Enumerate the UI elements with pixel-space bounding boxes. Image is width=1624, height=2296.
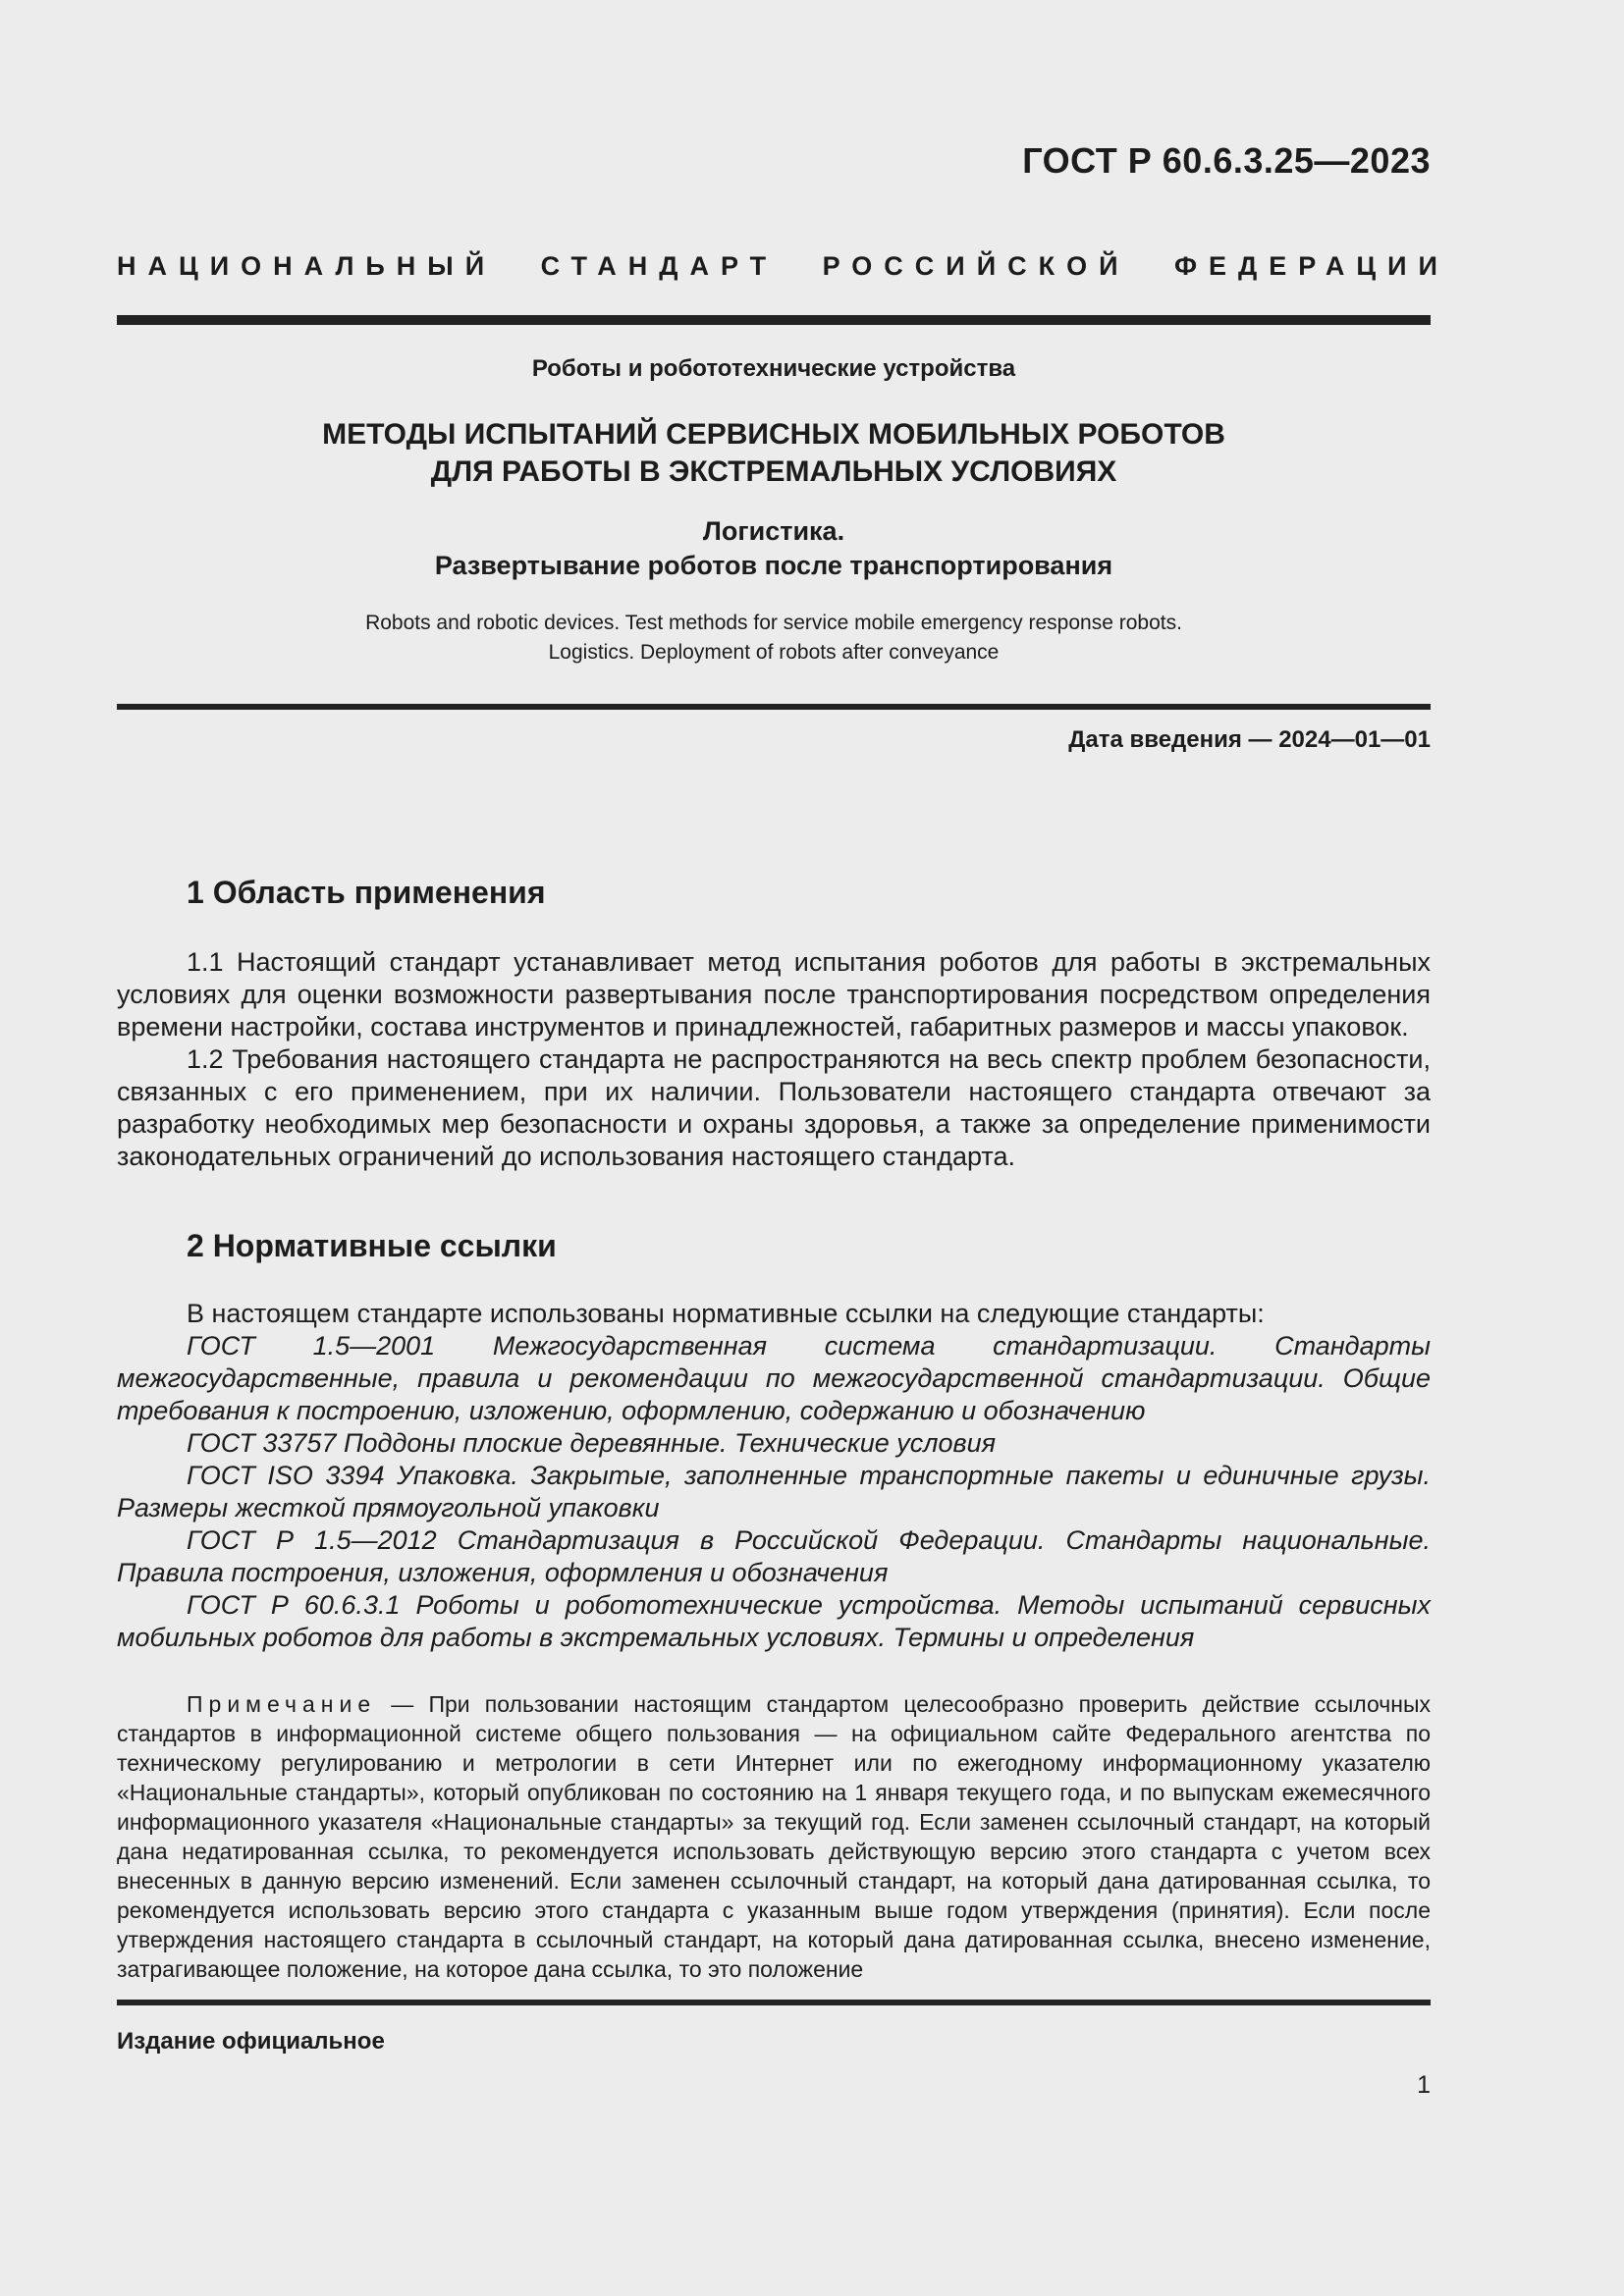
subtitle-line1: Логистика. (702, 516, 845, 546)
doc-number: ГОСТ Р 60.6.3.25—2023 (1022, 140, 1431, 181)
effective-date: Дата введения — 2024—01—01 (1068, 726, 1431, 753)
footer-rule (117, 2000, 1431, 2005)
reference-item-3: ГОСТ ISO 3394 Упаковка. Закрытые, заполненные транспортные пакеты и единичные грузы. Размеры жесткой прямоугольной упаковки (117, 1461, 1431, 1522)
note-label: Примечание (187, 1691, 377, 1717)
title-subject: Роботы и робототехнические устройства (531, 355, 1016, 382)
section-heading-scope: 1 Область применения (187, 875, 546, 910)
main-title (117, 416, 1431, 491)
section-heading-normative: 2 Нормативные ссылки (187, 1228, 557, 1263)
national-standard-banner: НАЦИОНАЛЬНЫЙ СТАНДАРТ РОССИЙСКОЙ ФЕДЕРАЦИИ (117, 251, 1449, 281)
note-text: — При пользовании настоящим стандартом целесообразно проверить действие ссылочных стандартов в информационной системе общего пользования — на официальном сайте Федерального агентства по техническому регулированию и метрологии в сети Интернет или по ежегодному информационному указателю «Национальные стандарты», который опубликован по состоянию на 1 января текущего года, и по выпускам ежемесячного информационного указателя «Национальные стандарты» за текущий год. Если заменен ссылочный стандарт, на который дана недатированная ссылка, то рекомендуется использовать действующую версию этого стандарта с учетом всех внесенных в данную версию изменений. Если заменен ссылочный стандарт, на который дана датированная ссылка, то рекомендуется использовать версию этого стандарта с указанным выше годом утверждения (принятия). Если после утверждения настоящего стандарта в ссылочный стандарт, на который дана датированная ссылка, внесено изменение, затрагивающее положение, на которое дана ссылка, то это положение (117, 1691, 1431, 1982)
document-body (117, 875, 1431, 1984)
subtitle-line2: Развертывание роботов после транспортирования (434, 551, 1113, 580)
reference-item-5: ГОСТ Р 60.6.3.1 Роботы и робототехнические устройства. Методы испытаний сервисных мобильных роботов для работы в экстремальных условиях. Термины и определения (117, 1590, 1431, 1652)
edition-note: Издание официальное (117, 2028, 385, 2055)
title-english (117, 609, 1431, 667)
main-title-line2: ДЛЯ РАБОТЫ В ЭКСТРЕМАЛЬНЫХ УСЛОВИЯХ (430, 455, 1117, 488)
title-rule-thin (117, 704, 1431, 710)
header-rule-thick (117, 315, 1431, 325)
scope-paragraph-1: 1.1 Настоящий стандарт устанавливает метод испытания роботов для работы в экстремальных условиях для оценки возможности развертывания после транспортирования посредством определения времени настройки, состава инструментов и принадлежностей, габаритных размеров и массы упаковок. (117, 947, 1431, 1041)
page-number: 1 (1417, 2071, 1431, 2099)
normative-note (117, 1689, 1431, 1984)
reference-item-4: ГОСТ Р 1.5—2012 Стандартизация в Российской Федерации. Стандарты национальные. Правила построения, изложения, оформления и обозначения (117, 1525, 1431, 1587)
title-english-line1: Robots and robotic devices. Test methods for service mobile emergency response robots. (365, 612, 1182, 634)
normative-intro: В настоящем стандарте использованы нормативные ссылки на следующие стандарты: (187, 1299, 1265, 1328)
scope-paragraph-2: 1.2 Требования настоящего стандарта не распространяются на весь спектр проблем безопасности, связанных с его применением, при их наличии. Пользователи настоящего стандарта отвечают за разработку необходимых мер безопасности и охраны здоровья, а также за определение применимости законодательных ограничений до использования настоящего стандарта. (117, 1044, 1431, 1171)
reference-item-1: ГОСТ 1.5—2001 Межгосударственная система стандартизации. Стандарты межгосударственные, правила и рекомендации по межгосударственной стандартизации. Общие требования к построению, изложению, оформлению, содержанию и обозначению (117, 1331, 1431, 1425)
subtitle (117, 514, 1431, 583)
title-english-line2: Logistics. Deployment of robots after conveyance (548, 641, 1000, 664)
reference-item-2: ГОСТ 33757 Поддоны плоские деревянные. Технические условия (187, 1428, 997, 1458)
main-title-line1: МЕТОДЫ ИСПЫТАНИЙ СЕРВИСНЫХ МОБИЛЬНЫХ РОБОТОВ (322, 418, 1225, 451)
